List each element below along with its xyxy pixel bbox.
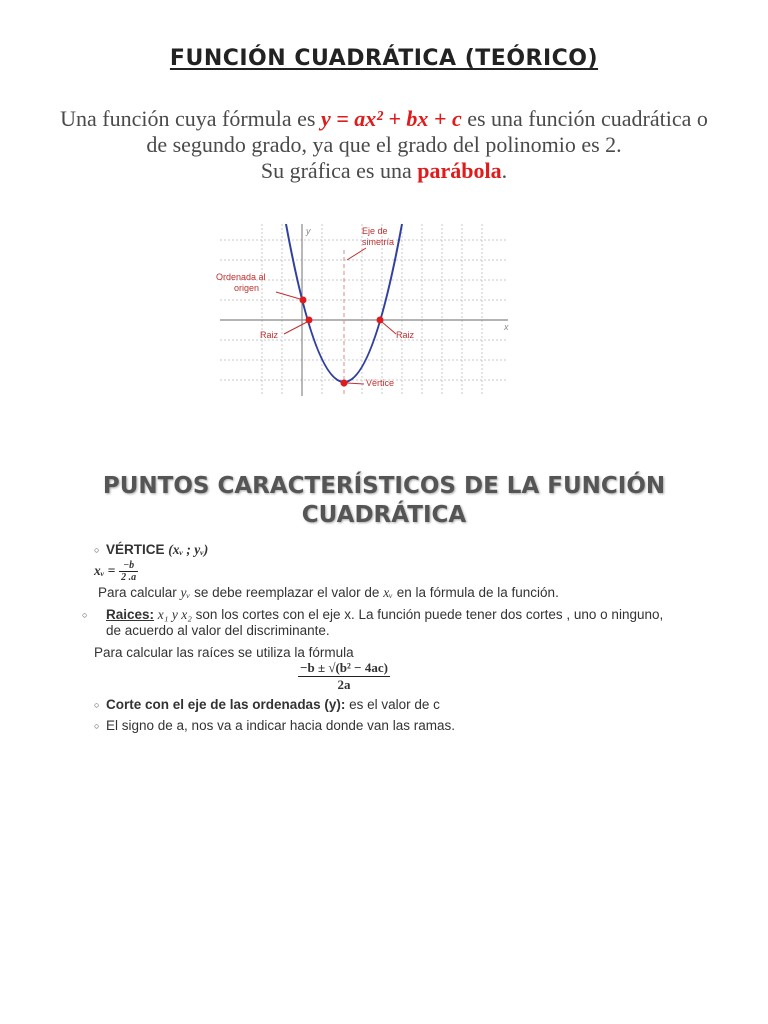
parabola-highlight: parábola: [417, 158, 502, 183]
bullet-icon: ○: [94, 700, 100, 710]
parabola-graph: [216, 220, 512, 400]
bullet-icon: ○: [82, 610, 88, 620]
quadratic-formula: y = ax² + bx + c: [320, 106, 462, 131]
page-title: FUNCIÓN CUADRÁTICA (TEÓRICO): [169, 46, 599, 71]
roots-formula-text: Para calcular las raíces se utiliza la fórmula: [94, 645, 354, 660]
quadratic-roots-formula: $\frac{\text{−b ± √(b² − 4ac)}}{2a}$: [300, 660, 388, 692]
root-left-label: Raiz: [260, 330, 279, 340]
yv-text: Para calcular yᵥ se debe reemplazar el valor de xᵥ en la fórmula de la función.: [98, 585, 559, 600]
bullet-icon: ○: [94, 545, 100, 555]
bullet-icon: ○: [94, 721, 100, 731]
vertex-label: Vértice: [366, 378, 395, 388]
axis-label: Eje de: [362, 226, 388, 236]
section-title: PUNTOS CARACTERÍSTICOS DE LA FUNCIÓN CUADRÁTICA: [102, 473, 666, 528]
list-item-ordinate: ○ Corte con el eje de las ordenadas (y): es el valor de c: [94, 697, 440, 712]
intercept-label: Ordenada al: [216, 272, 266, 282]
root-right-label: Raiz: [396, 330, 415, 340]
characteristics-list: [82, 542, 674, 733]
svg-text:origen: origen: [234, 283, 260, 293]
svg-text:simetría: simetría: [362, 237, 395, 247]
list-item-roots: ○ Raices: x₁ y x₂ son los cortes con el eje x. La función puede tener dos cortes , uno o ninguno, de acuerdo al valor del discriminante.: [82, 607, 664, 638]
x-axis-label: x: [504, 322, 509, 332]
y-axis-label: y: [306, 226, 311, 236]
vertex-point: [341, 380, 348, 387]
xv-formula: xᵥ = $\frac{-b}{2 .a}$: [94, 560, 137, 583]
list-item-vertex: ○ VÉRTICE (xᵥ ; yᵥ): [94, 542, 209, 557]
intercept-point: [300, 297, 307, 304]
list-item-sign: ○ El signo de a, nos va a indicar hacia donde van las ramas.: [94, 718, 455, 733]
intro-paragraph: Una función cuya fórmula es y = ax² + bx + c es una función cuadrática o de segundo grado, ya que el grado del polinomio es 2. Su gráfica es una parábola.: [60, 106, 708, 183]
